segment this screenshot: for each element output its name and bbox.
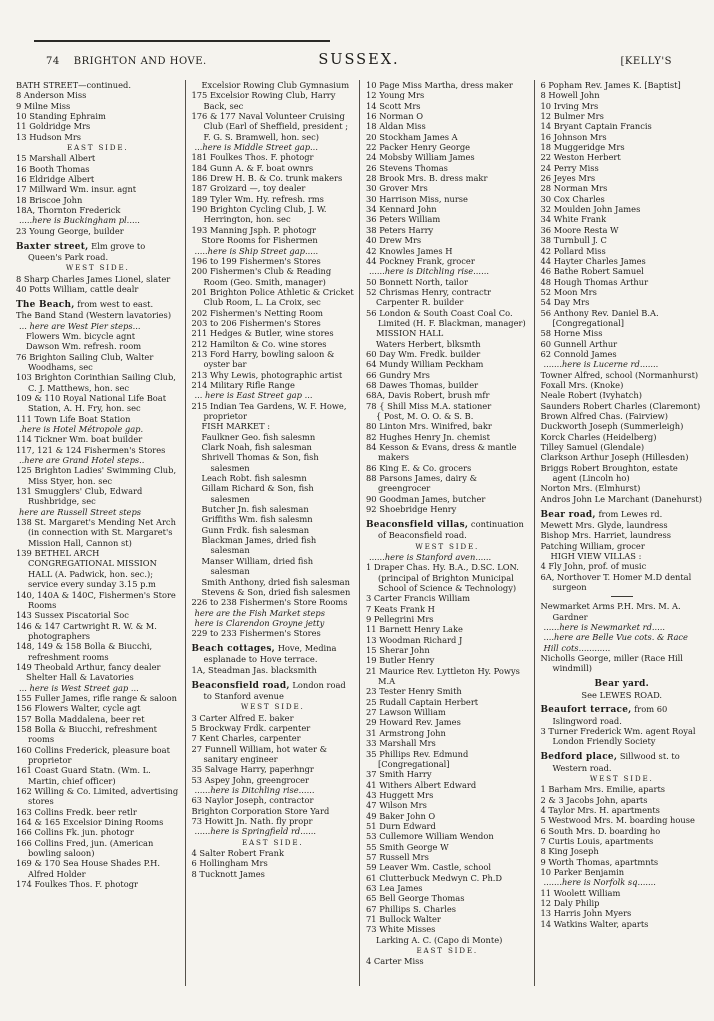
directory-entry: 10 Standing Ephraim [16,111,106,122]
directory-entry: Saunders Robert Charles (Claremont) [540,400,701,411]
directory-entry: 9 Milne Miss [16,100,71,111]
side-heading: WEST SIDE. [589,774,654,783]
directory-entry: Griffiths Wm. fish salesmn [201,514,313,525]
directory-entry: Gillam Richard & Son, fish salesmen [201,483,314,504]
directory-entry: 200 Fishermen's Club & Reading Room (Geo. Smith, manager) [191,266,332,287]
directory-entry: 187 Groizard —, toy dealer [191,183,306,194]
directory-entry: Brighton Corporation Store Yard [191,805,330,816]
directory-entry: 3 Carter Francis William [366,593,471,604]
directory-entry: 215 Indian Tea Gardens, W. F. Howe, proprietor [191,400,347,421]
directory-entry: 189 Tyler Wm. Hy. refresh. rms [191,193,324,204]
directory-entry: 18 Aldan Miss [366,121,426,132]
directory-entry: 175 Excelsior Rowing Club, Harry Back, sec [191,90,336,111]
thoroughfare-note: .....here is Buckingham pl..... [19,215,140,226]
directory-entry: 13 Hudson Mrs [16,131,82,142]
directory-entry: 158 Bolla & Biucchi, refreshment rooms [16,723,158,745]
directory-entry: 14 Scott Mrs [366,100,421,111]
directory-entry: 65 Bell George Thomas [366,893,465,904]
directory-entry: Korck Charles (Heidelberg) [540,431,657,442]
directory-entry: 86 King E. & Co. grocers [366,462,472,473]
directory-entry: 13 Harris John Myers [540,908,632,919]
directory-entry: 15 Marshall Albert [16,153,96,164]
directory-entry: 57 Russell Mrs [366,851,429,862]
directory-entry: Newmarket Arms P.H. Mrs. M. A. Gardner [540,601,681,622]
directory-entry: 2 & 3 Jacobs John, aparts [540,794,648,805]
directory-entry: 146 & 147 Cartwright R. W. & M. photographers [16,620,157,641]
directory-entry: 6A, Northover T. Homer M.D dental surgeon [540,571,692,592]
directory-entry: 125 Brighton Ladies' Swimming Club, Miss Styer, hon. sec [16,465,177,486]
directory-entry: 226 to 238 Fishermen's Store Rooms [191,597,348,608]
directory-entry: 11 Goldridge Mrs [16,121,91,132]
directory-entry: 64 Mundy William Peckham [366,359,484,370]
thoroughfare-note: .......here is Norfolk sq....... [543,877,656,888]
directory-entry: 20 Stockham James A [366,131,458,142]
thoroughfare-note: .....here is Ship Street gap..... [194,245,319,256]
directory-entry: 17 Millward Wm. insur. agnt [16,184,137,195]
directory-entry: 55 Smith George W [366,841,449,852]
divider-rule [611,596,633,597]
directory-entry: 3 Turner Frederick Wm. agent Royal London Friendly Society [540,726,696,747]
directory-entry: 90 Goodman James, butcher [366,493,486,504]
directory-entry: Waters Herbert, blksmth [376,338,481,349]
directory-entry: 10 Parker Benjamin [540,867,625,878]
directory-entry: 166 Collins Fred, jun. (American bowling saloon) [16,837,154,859]
directory-entry: Manser William, dried fish salesman [201,555,314,577]
directory-entry: 60 Gunnell Arthur [540,338,618,349]
directory-entry: 88 Parsons James, dairy & greengrocer [366,473,477,494]
directory-entry: 140, 140A & 140C, Fishermen's Store Rooms [16,589,176,610]
side-heading: EAST SIDE. [67,143,129,153]
directory-entry: 26 Jeyes Mrs [540,173,596,184]
directory-entry: 66 Gundry Mrs [366,369,430,380]
street-heading: Beaconsfield villas, continuation of Beaconsfield road. [366,518,524,541]
directory-entry: 5 Westwood Mrs. M. boarding house [540,815,695,826]
directory-entry: 161 Coast Guard Statn. (Wm. L. Martin, chief officer) [16,765,151,786]
directory-entry: Clark Noah, fish salesman [201,442,312,453]
directory-entry: 34 Kennard John [366,204,437,215]
directory-entry: 62 Connold James [540,348,617,359]
directory-entry: 44 Hayter Charles James [540,255,646,266]
directory-entry: 12 Daly Philip [540,898,600,909]
directory-entry: 164 & 165 Excelsior Dining Rooms [16,817,164,828]
directory-entry: 148, 149 & 158 Bolla & Biucchi, refreshment rooms [16,641,153,662]
header-county-title: SUSSEX. [318,52,400,68]
directory-entry: 213 Why Lewis, photographic artist [191,369,343,380]
directory-entry: 16 Eldridge Albert [16,174,95,185]
directory-entry: Leach Robt. fish salesmn [201,473,307,484]
directory-column-3 [359,80,534,986]
directory-entry: 186 Drew H. B. & Co. trunk makers [191,173,343,184]
directory-entry: 3 Carter Alfred E. baker [191,712,294,723]
scan-edge-rule [34,40,330,42]
header-district-title: BRIGHTON AND HOVE. [73,56,207,67]
directory-entry: 14 Watkins Walter, aparts [540,918,649,929]
directory-entry: 4 Carter Miss [366,956,424,967]
directory-entry: 56 Anthony Rev. Daniel B.A. [Congregational] [540,307,659,328]
directory-entry: 8 Anderson Miss [16,90,87,101]
directory-entry: 42 Pollard Miss [540,245,606,256]
directory-entry: 51 Durn Edward [366,820,436,831]
directory-entry: 174 Foulkes Thos. F. photogr [16,879,139,890]
directory-column-4 [534,80,709,986]
directory-entry: 47 Wilson Mrs [366,800,427,811]
directory-entry: Brown Alfred Chas. (Fairview) [540,411,668,421]
directory-entry: 211 Hedges & Butler, wine stores [191,328,334,339]
directory-entry: Norton Mrs. (Elmhurst) [540,483,641,494]
directory-entry: 46 Bathe Robert Samuel [540,266,644,277]
directory-entry: 80 Linton Mrs. Winifred, bakr [366,421,492,432]
directory-entry: 12 Bulmer Mrs [540,111,604,122]
directory-entry: Mewett Mrs. Glyde, laundress [540,519,668,530]
street-heading: Bear road, from Lewes rd. [540,508,663,520]
directory-entry: 27 Lawson William [366,707,446,718]
directory-entry: 4 Fly John, prof. of music [540,561,647,572]
directory-entry: 163 Collins Fredk. beer retlr [16,806,137,817]
directory-entry: 190 Brighton Cycling Club, J. W. Herrington, hon. sec [191,204,327,225]
directory-entry: 49 Baker John O [366,810,436,821]
directory-entry: 8 Howell John [540,90,600,101]
side-heading: EAST SIDE. [242,837,304,847]
directory-entry: { Post, M. O. O. & S. B. [376,411,474,421]
thoroughfare-note: here are the Fish Market steps [194,607,325,618]
directory-entry: 131 Smugglers' Club, Edward Rushbridge, sec [16,486,143,507]
directory-entry: 68 Dawes Thomas, builder [366,379,479,390]
directory-entry: 42 Knowles James H [366,245,453,256]
directory-entry: 38 Turnbull J. C [540,235,607,246]
directory-entry: 193 Manning Jsph. P. photogr [191,224,316,235]
directory-entry: 78 { Shill Miss M.A. stationer [366,400,492,411]
directory-entry: 58 Horne Miss [540,328,603,339]
directory-entry: 15 Sherar John [366,645,430,656]
directory-entry: 10 Page Miss Martha, dress maker [366,80,513,90]
thoroughfare-note: ..here are Grand Hotel steps.. [19,455,145,466]
street-heading: The Beach, from west to east. [16,298,154,310]
street-heading: Bedford place, Sillwood st. to Western road. [540,751,680,773]
directory-entry: 61 Clutterbuck Medwyn C. Ph.D [366,872,503,883]
directory-entry: 143 Sussex Piscatorial Soc [16,610,129,621]
directory-entry: Clarkson Arthur Joseph (Hillesden) [540,452,689,463]
directory-entry: 68A, Davis Robert, brush mfr [366,390,490,401]
directory-entry: 82 Hughes Henry Jn. chemist [366,431,490,442]
directory-entry: Gunn Frdk. fish salesman [201,524,310,535]
directory-entry: 166 Collins Fk. jun. photogr [16,827,134,838]
directory-entry: 63 Lea James [366,882,423,893]
directory-entry: 92 Shoebridge Henry [366,504,457,515]
directory-entry: 23 Tester Henry Smith [366,686,462,697]
directory-entry: 149 Theobald Arthur, fancy dealer [16,661,161,672]
directory-entry: 30 Harrison Miss, nurse [366,193,468,204]
directory-entry: 48 Hough Thomas Arthur [540,276,649,287]
directory-entry: 27 Funnell William, hot water & sanitary engineer [191,743,328,764]
street-heading: Beaconsfield road, London road to Stanford avenue [191,679,346,701]
directory-entry: 32 Moulden John James [540,204,641,215]
thoroughfare-note: ... here is West Street gap ... [19,682,139,693]
directory-entry: 202 Fishermen's Netting Room [191,307,324,318]
directory-entry: Neale Robert (Ivyhatch) [540,390,642,401]
directory-entry: 18A, Thornton Frederick [16,205,121,216]
thoroughfare-note: ......here is Newmarket rd..... [543,622,666,633]
thoroughfare-note: ......here is Ditchling rise...... [369,266,489,277]
directory-entry: Stevens & Son, dried fish salesmen [201,586,351,597]
directory-entry: 73 Howitt Jn. Nath. fly propr [191,816,313,827]
directory-entry: 30 Grover Mrs [366,183,428,194]
street-heading: Beaufort terrace, from 60 Islingword road. [540,704,668,726]
directory-entry: Larking A. C. (Capo di Monte) [376,934,503,945]
directory-entry: 9 Pellegrini Mrs [366,614,434,625]
directory-entry: 12 Young Mrs [366,90,425,101]
directory-entry: 63 Naylor Joseph, contractor [191,795,314,806]
directory-entry: 138 St. Margaret's Mending Net Arch (in connection with St. Margaret's Mission Hall, Cannon st) [16,517,176,548]
directory-entry: 73 White Misses [366,924,436,935]
directory-entry: 8 King Joseph [540,846,599,857]
directory-entry: 4 Taylor Mrs. H. apartments [540,805,660,816]
directory-entry: 18 Briscoe John [16,194,83,205]
directory-entry: 139 BETHEL ARCH CONGREGATIONAL MISSION HALL (A. Padwick, hon. sec.); service every sunday 3.15 p.m [16,548,157,590]
thoroughfare-note: here are Russell Street steps [19,506,142,517]
directory-entry: 114 Tickner Wm. boat builder [16,434,143,445]
directory-entry: 6 Hollingham Mrs [191,858,268,869]
directory-entry: 34 White Frank [540,214,607,225]
directory-entry: Dawson Wm. refresh. room [26,341,142,352]
directory-entry: 196 to 199 Fishermen's Stores [191,255,321,266]
directory-entry: 40 Drew Mrs [366,235,422,246]
directory-entry: 38 Peters Harry [366,224,434,235]
directory-entry: 8 Sharp Charles James Lionel, slater [16,273,171,284]
directory-entry: 60 Day Wm. Fredk. builder [366,348,481,359]
directory-entry: Butcher Jn. fish salesman [201,504,309,515]
directory-entry: Duckworth Joseph (Summerleigh) [540,421,684,432]
directory-entry: 16 Booth Thomas [16,163,90,174]
directory-entry: Towner Alfred, school (Normanhurst) [540,369,699,380]
directory-entry: 25 Rudall Captain Herbert [366,696,479,707]
directory-entry: 156 Flowers Walter, cycle agt [16,703,141,714]
directory-entry: 8 Tucknott James [191,868,265,879]
directory-entry: 54 Day Mrs [540,297,590,308]
directory-entry: 1 Draper Chas. Hy. B.A., D.SC. LON. (principal of Brighton Municipal School of Science & Technology) [366,562,519,593]
directory-entry: 37 Smith Harry [366,769,432,780]
directory-entry: 35 Salvage Harry, paperhngr [191,764,314,775]
directory-entry: Andros John Le Marchant (Danehurst) [540,493,702,504]
directory-entry: 229 to 233 Fishermen's Stores [191,628,321,639]
side-heading: EAST SIDE. [416,946,478,956]
directory-column-2 [185,80,360,986]
directory-entry: 181 Foulkes Thos. F. photogr [191,152,314,163]
directory-entry: 53 Cullemore William Wendon [366,831,494,842]
side-heading: WEST SIDE. [65,263,130,273]
directory-entry: 201 Brighton Police Athletic & Cricket Club Room, L. La Croix, sec [191,286,354,308]
directory-entry: 14 Bryant Captain Francis [540,121,652,132]
directory-entry: Excelsior Rowing Club Gymnasium [201,80,350,90]
directory-entry: Faulkner Geo. fish salesmn [201,431,316,442]
directory-entry: Foxall Mrs. (Knoke) [540,379,624,390]
thoroughfare-note: ...here is Middle Street gap... [194,142,318,153]
directory-entry: 24 Mobsby William James [366,152,475,163]
directory-entry: 44 Pockney Frank, grocer [366,255,475,266]
directory-entry: 53 Aspey John, greengrocer [191,774,310,785]
thoroughfare-note: ......here is Springfield rd...... [194,826,317,837]
directory-entry: 26 Stevens Thomas [366,162,448,173]
directory-entry: 7 Curtis Louis, apartments [540,836,654,847]
directory-entry: BATH STREET—continued. [16,80,131,90]
directory-entry: 11 Woolett William [540,887,621,898]
directory-entry: Briggs Robert Broughton, estate agent (Lincoln ho) [540,462,678,484]
thoroughfare-note: ......here is Stanford aven...... [369,551,492,562]
thoroughfare-note: .here is Hotel Métropole gap. [19,424,144,434]
header-publisher-mark: [KELLY'S [620,56,672,67]
directory-entry: 50 Bonnett North, tailor [366,276,468,287]
directory-entry: 41 Withers Albert Edward [366,779,477,790]
directory-entry: 24 Perry Miss [540,162,599,173]
directory-entry: 103 Brighton Corinthian Sailing Club, C. J. Matthews, hon. sec [16,372,176,393]
directory-entry: Flowers Wm. bicycle agnt [26,330,136,341]
directory-entry: Store Rooms for Fishermen [201,235,318,246]
directory-entry: 7 Kent Charles, carpenter [191,733,301,744]
directory-entry: 23 Young George, builder [16,225,124,236]
directory-entry: 214 Military Rifle Range [191,379,295,390]
directory-entry: 162 Willing & Co. Limited, advertising stores [16,786,179,807]
directory-entry: 43 Huggett Mrs [366,789,434,800]
directory-entry: 16 Norman O [366,111,424,122]
thoroughfare-note: .......here is Lucerne rd....... [543,359,659,370]
directory-entry: 35 Phillips Rev. Edmund [Congregational] [366,748,469,769]
directory-entry: 10 Irving Mrs [540,100,599,111]
directory-entry: 29 Howard Rev. James [366,717,461,728]
side-heading: WEST SIDE. [415,541,480,551]
directory-entry: Patching William, grocer [540,540,645,551]
directory-entry: 117, 121 & 124 Fishermen's Stores [16,444,166,455]
directory-entry: 160 Collins Frederick, pleasure boat proprietor [16,744,170,765]
directory-entry: 52 Moon Mrs [540,286,597,297]
thoroughfare-note: ......here is Ditchling rise...... [194,785,315,796]
directory-entry: 71 Bullock Walter [366,914,441,924]
page-number: 74 [46,56,60,67]
directory-entry: 9 Worth Thomas, apartmnts [540,856,659,867]
directory-entry: 18 Muggeridge Mrs [540,142,625,153]
directory-entry: Shrivell Thomas & Son, fish salesmen [201,452,319,473]
directory-entry: See LEWES ROAD. [581,689,663,700]
directory-entry: 16 Johnson Mrs [540,131,607,142]
directory-entry: 6 Popham Rev. James K. [Baptist] [540,80,681,90]
directory-columns [0,78,714,986]
directory-entry: 176 & 177 Naval Volunteer Cruising Club (Earl of Sheffield, president ; F. G. S. Bramwell, hon. sec) [191,111,349,142]
directory-entry: 31 Armstrong John [366,727,446,738]
directory-entry: 13 Woodman Richard J [366,634,463,645]
thoroughfare-note: ....here are Belle Vue cots. & Race Hill cots............ [543,632,688,653]
directory-entry: 109 & 110 Royal National Life Boat Station, A. H. Fry, hon. sec [16,392,167,414]
directory-entry: Blackman James, dried fish salesman [201,535,317,556]
directory-entry: 59 Leaver Wm. Castle, school [366,862,492,873]
street-heading: Bear yard. [594,679,650,690]
directory-column-1 [10,80,185,986]
directory-entry: 22 Packer Henry George [366,142,471,153]
header-left [46,56,318,67]
directory-entry: 33 Marshall Mrs [366,738,436,749]
thoroughfare-note: here is Clarendon Groyne jetty [194,617,325,628]
directory-entry: 155 Fuller James, rifle range & saloon [16,692,178,703]
street-heading: Beach cottages, Hove, Medina esplanade to Hove terrace. [191,643,337,665]
directory-entry: 52 Chrismas Henry, contractr [366,286,491,297]
thoroughfare-note: ... here is East Street gap ... [194,390,313,401]
directory-entry: 157 Bolla Maddalena, beer ret [16,713,145,724]
directory-entry: 203 to 206 Fishermen's Stores [191,317,321,328]
directory-entry: 40 Potts William, cattle dealr [16,284,139,295]
directory-entry: 212 Hamilton & Co. wine stores [191,338,327,349]
directory-entry: 1 Barham Mrs. Emilie, aparts [540,784,666,795]
directory-entry: 19 Butler Henry [366,655,435,666]
directory-entry: Tilley Samuel (Glendale) [540,442,645,453]
directory-entry: 22 Weston Herbert [540,152,621,163]
directory-entry: 28 Norman Mrs [540,183,608,194]
side-heading: WEST SIDE. [240,702,305,712]
page-header [0,0,714,78]
directory-entry: HIGH VIEW VILLAS : [550,550,642,561]
directory-entry: Smith Anthony, dried fish salesman [201,576,350,587]
directory-entry: 21 Maurice Rev. Lyttleton Hy. Powys M.A [366,665,520,687]
directory-entry: 7 Keats Frank H [366,603,435,614]
directory-entry: Bishop Mrs. Harriet, laundress [540,530,672,541]
directory-entry: FISH MARKET : [201,421,271,432]
directory-entry: 1A, Steadman Jas. blacksmith [191,664,317,675]
directory-entry: 28 Brook Mrs. B. dress makr [366,173,488,184]
directory-entry: 76 Brighton Sailing Club, Walter Woodhams, sec [16,351,154,372]
directory-entry: 36 Peters William [366,214,441,225]
directory-entry: Carpenter R. builder [376,297,464,308]
directory-entry: 184 Gunn A. & F. boat ownrs [191,162,314,173]
directory-entry: 4 Salter Robert Frank [191,848,284,859]
thoroughfare-note: ... here are West Pier steps... [19,320,141,331]
directory-entry: Nicholls George, miller (Race Hill windmill) [540,653,683,674]
directory-entry: 56 London & South Coast Coal Co. Limited (H. F. Blackman, manager) [366,307,526,328]
directory-entry: 30 Cox Charles [540,193,605,204]
directory-entry: 169 & 170 Sea House Shades P.H. Alfred Holder [16,858,161,879]
directory-entry: 6 South Mrs. D. boarding ho [540,825,661,836]
directory-entry: MISSION HALL [376,328,444,339]
directory-entry: 11 Barnett Henry Lake [366,624,463,635]
directory-entry: 213 Ford Harry, bowling saloon & oyster bar [191,348,335,370]
directory-entry: 5 Brockway Frdk. carpenter [191,722,311,733]
directory-entry: 111 Town Life Boat Station [16,413,131,424]
directory-entry: Shelter Hall & Lavatories [26,672,134,683]
directory-entry: 84 Kesson & Evans, dress & mantle makers [366,442,517,463]
street-heading: Baxter street, Elm grove to Queen's Park road. [16,240,146,262]
directory-entry: 36 Moore Resta W [540,224,619,235]
directory-entry: 67 Phillips S. Charles [366,903,457,914]
directory-entry: The Band Stand (Western lavatories) [16,310,172,321]
